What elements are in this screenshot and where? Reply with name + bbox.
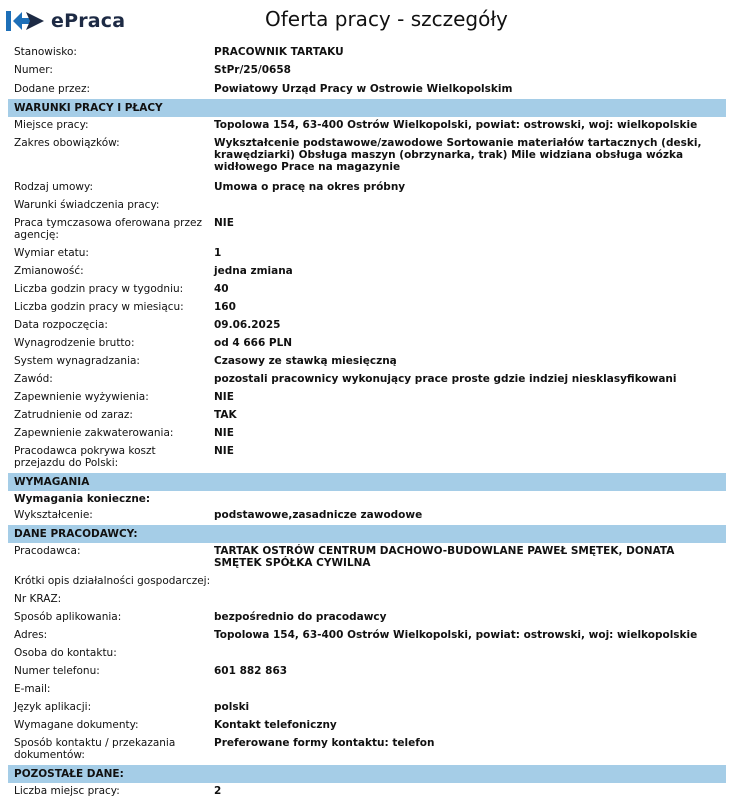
field-label: Dodane przez: [14, 83, 91, 95]
field-value: 09.06.2025 [214, 319, 281, 331]
field-label: E-mail: [14, 683, 51, 695]
detail-row [8, 335, 726, 353]
field-value: podstawowe,zasadnicze zawodowe [214, 509, 423, 521]
detail-row [8, 62, 726, 81]
logo-text: ePraca [51, 10, 126, 32]
field-value: 1 [214, 247, 222, 259]
detail-row [8, 573, 726, 591]
field-value: polski [214, 701, 250, 713]
detail-row [8, 353, 726, 371]
detail-row [8, 197, 726, 215]
field-value: pozostali pracownicy wykonujący prace proste gdzie indziej niesklasyfikowani [214, 373, 677, 385]
field-label: Pracodawca pokrywa koszt przejazdu do Polski: [14, 445, 156, 469]
field-label: Wymagane dokumenty: [14, 719, 139, 731]
detail-row [8, 645, 726, 663]
detail-row [8, 717, 726, 735]
detail-row [8, 591, 726, 609]
field-value: NIE [214, 391, 234, 403]
epraca-logo-icon [6, 10, 46, 32]
detail-row [8, 627, 726, 645]
field-value: PRACOWNIK TARTAKU [214, 46, 344, 58]
page-header [0, 0, 734, 40]
page-title: Oferta pracy - szczegóły [265, 7, 508, 31]
field-label: Zakres obowiązków: [14, 137, 120, 149]
field-value: Topolowa 154, 63-400 Ostrów Wielkopolski, powiat: ostrowski, woj: wielkopolskie [214, 629, 698, 641]
field-label: Zawód: [14, 373, 53, 385]
field-value: Preferowane formy kontaktu: telefon [214, 737, 435, 749]
field-label: Pracodawca: [14, 545, 81, 557]
field-label: Krótki opis działalności gospodarczej: [14, 575, 211, 587]
field-value: bezpośrednio do pracodawcy [214, 611, 387, 623]
detail-row [8, 663, 726, 681]
detail-row [8, 44, 726, 62]
field-label: Wykształcenie: [14, 509, 93, 521]
field-label: System wynagradzania: [14, 355, 140, 367]
field-value: TAK [214, 409, 237, 421]
field-value: Topolowa 154, 63-400 Ostrów Wielkopolski, powiat: ostrowski, woj: wielkopolskie [214, 119, 698, 131]
section-header-pozostale: POZOSTAŁE DANE: [8, 765, 726, 783]
phone-number[interactable]: 601 882 863 [214, 665, 288, 677]
detail-row [8, 407, 726, 425]
detail-row [8, 215, 726, 245]
detail-row [8, 371, 726, 389]
detail-row [8, 135, 726, 179]
detail-row [8, 263, 726, 281]
field-label: Data rozpoczęcia: [14, 319, 108, 331]
field-label: Zatrudnienie od zaraz: [14, 409, 133, 421]
detail-row [8, 179, 726, 197]
detail-row [8, 317, 726, 335]
detail-row [8, 507, 726, 525]
field-label: Numer: [14, 64, 53, 76]
detail-row [8, 735, 726, 765]
field-label: Warunki świadczenia pracy: [14, 199, 160, 211]
section-header-pracodawca: DANE PRACODAWCY: [8, 525, 726, 543]
field-label: Zapewnienie zakwaterowania: [14, 427, 174, 439]
detail-row [8, 425, 726, 443]
detail-row [8, 81, 726, 99]
detail-row [8, 543, 726, 573]
field-label: Praca tymczasowa oferowana przez agencję: [14, 217, 202, 241]
detail-row [8, 699, 726, 717]
detail-row [8, 281, 726, 299]
field-value: TARTAK OSTRÓW CENTRUM DACHOWO-BUDOWLANE PAWEŁ SMĘTEK, DONATA SMĘTEK SPÓŁKA CYWILNA [214, 545, 675, 569]
section-header-wymagania: WYMAGANIA [8, 473, 726, 491]
field-value: jedna zmiana [214, 265, 293, 277]
field-label: Adres: [14, 629, 48, 641]
field-value: Czasowy ze stawką miesięczną [214, 355, 397, 367]
detail-row [8, 443, 726, 473]
offer-details [8, 44, 726, 801]
field-label: Zapewnienie wyżywienia: [14, 391, 149, 403]
field-label: Wymiar etatu: [14, 247, 89, 259]
field-value: Powiatowy Urząd Pracy w Ostrowie Wielkopolskim [214, 83, 513, 95]
field-label: Sposób aplikowania: [14, 611, 122, 623]
field-label: Sposób kontaktu / przekazania dokumentów: [14, 737, 176, 761]
field-value: NIE [214, 217, 234, 229]
field-label: Nr KRAZ: [14, 593, 62, 605]
field-label: Numer telefonu: [14, 665, 100, 677]
requirements-subheading: Wymagania konieczne: [14, 493, 151, 505]
field-value: NIE [214, 427, 234, 439]
field-value: 160 [214, 301, 236, 313]
field-value: od 4 666 PLN [214, 337, 293, 349]
detail-row [8, 783, 726, 801]
detail-row [8, 681, 726, 699]
detail-row [8, 117, 726, 135]
field-value: Wykształcenie podstawowe/zawodowe Sortowanie materiałów tartacznych (deski, krawędziarki) Obsługa maszyn (obrzynarka, trak) Mile widziana obsługa wózka widłowego Prace na magazynie [214, 137, 702, 173]
epraca-logo[interactable] [6, 9, 125, 33]
field-label: Stanowisko: [14, 46, 77, 58]
field-value: Umowa o pracę na okres próbny [214, 181, 406, 193]
field-label: Wynagrodzenie brutto: [14, 337, 135, 349]
field-value: StPr/25/0658 [214, 64, 291, 76]
detail-row [8, 245, 726, 263]
field-value: NIE [214, 445, 234, 457]
field-label: Osoba do kontaktu: [14, 647, 117, 659]
section-header-warunki: WARUNKI PRACY I PŁACY [8, 99, 726, 117]
detail-row [8, 389, 726, 407]
field-label: Liczba godzin pracy w tygodniu: [14, 283, 184, 295]
field-label: Zmianowość: [14, 265, 84, 277]
detail-row [8, 609, 726, 627]
field-value: 40 [214, 283, 229, 295]
field-label: Liczba godzin pracy w miesiącu: [14, 301, 184, 313]
field-value: 2 [214, 785, 222, 797]
field-label: Rodzaj umowy: [14, 181, 93, 193]
field-label: Liczba miejsc pracy: [14, 785, 120, 797]
field-label: Język aplikacji: [14, 701, 92, 713]
detail-row [8, 299, 726, 317]
field-value: Kontakt telefoniczny [214, 719, 337, 731]
field-label: Miejsce pracy: [14, 119, 89, 131]
